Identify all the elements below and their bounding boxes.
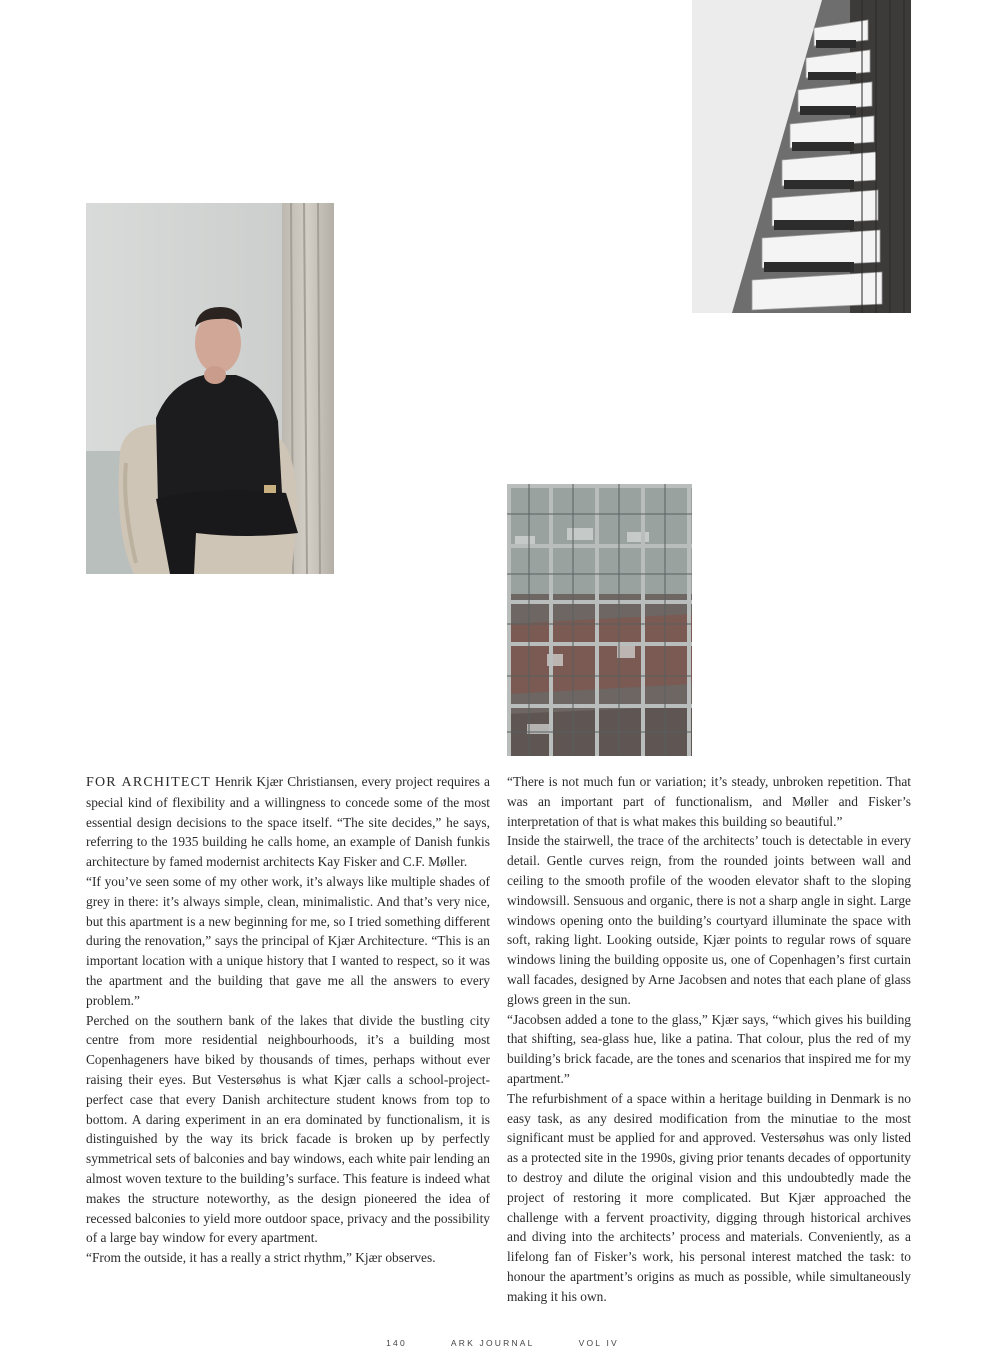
paragraph-text: Henrik Kjær Christiansen, every project requires a special kind of flexibility and a willingness to concede some of the most essential design decisions to the space itself. “The site decides,” he says, referring to the 1935 building he calls home, an example of Danish funkis architecture by famed modernist architects Kay Fisker and C.F. Møller.	[86, 774, 490, 870]
article-paragraph: “From the outside, it has a really a strict rhythm,” Kjær observes.	[86, 1250, 436, 1266]
article-paragraph: Inside the stairwell, the trace of the architects’ touch is detectable in every detail. Gentle curves reign, from the rounded joints between wall and ceiling to the smooth profile of the wooden elevator shaft to the sloping windowsill. Sensuous and organic, there is not a sharp angle in sight. Large windows opening onto the building’s courtyard illuminate the space with soft, raking light. Looking outside, Kjær points to regular rows of square windows lining the building opposite us, one of Copenhagen’s first curtain wall facades, designed by Arne Jacobsen and notes that each plane of glass glows green in the sun.	[507, 833, 911, 1007]
facade-illustration	[692, 0, 911, 313]
glass-wall-photo	[507, 484, 692, 756]
article-column-right	[507, 772, 911, 1307]
article-column-left	[86, 772, 490, 1268]
page-number: 140	[386, 1338, 407, 1348]
article-paragraph: Perched on the southern bank of the lakes that divide the bustling city centre from more residential neighbourhoods, it’s a building most Copenhageners have biked by thousands of times, perhaps without ever raising their eyes. But Vestersøhus is what Kjær calls a school-project-perfect case that every Danish architecture student knows from top to bottom. A daring experiment in an era dominated by functionalism, it is distinguished by the way its brick facade is broken up by perfectly symmetrical sets of balconies and bay windows, each white pair lending an almost woven texture to the building’s surface. This feature is indeed what makes the structure noteworthy, as the design pioneered the idea of recessed balconies to yield more outdoor space, privacy and the possibility of a large bay window for every apartment.	[86, 1012, 490, 1246]
volume-label: VOL IV	[578, 1338, 619, 1348]
portrait-illustration	[86, 203, 334, 574]
article-paragraph: “If you’ve seen some of my other work, it’s always like multiple shades of grey in there: it’s always simple, clean, minimalistic. And that’s very nice, but this apartment is a new beginning for me, so I tried something different during the renovation,” says the principal of Kjær Architecture. “This is an important location with a unique history that I wanted to respect, so it was the apartment and the building that gave me all the answers to every problem.”	[86, 873, 490, 1008]
article-paragraph	[86, 772, 490, 872]
portrait-photo	[86, 203, 334, 574]
article-paragraph: The refurbishment of a space within a heritage building in Denmark is no easy task, as any desired modification from the minutiae to the most significant must be applied for and approved. Vestersøhus was only listed as a protected site in the 1990s, giving prior tenants decades of opportunity to destroy and dilute the original vision and this undoubtedly made the project of restoring it more complicated. But Kjær approached the challenge with a fervent proactivity, digging through historical archives and diving into the architects’ process and materials. Conveniently, as a lifelong fan of Fisker’s work, his personal interest matched the task: to honour the apartment’s origins as much as possible, while simultaneously making it his own.	[507, 1090, 911, 1304]
page-footer	[0, 1338, 1005, 1348]
publication-name: ARK JOURNAL	[450, 1338, 535, 1348]
article-paragraph: “Jacobsen added a tone to the glass,” Kjær says, “which gives his building that shifting, sea-glass hue, like a patina. That colour, plus the red of my building’s brick facade, are the tones and scenarios that inspired me for my apartment.”	[507, 1011, 911, 1086]
glass-wall-illustration	[507, 484, 692, 756]
article-paragraph: “There is not much fun or variation; it’s steady, unbroken repetition. That was an important part of functionalism, and Møller and Fisker’s interpretation of that is what makes this building so beautiful.”	[507, 774, 911, 829]
facade-photo	[692, 0, 911, 313]
lead-in-caps: FOR ARCHITECT	[86, 775, 211, 790]
